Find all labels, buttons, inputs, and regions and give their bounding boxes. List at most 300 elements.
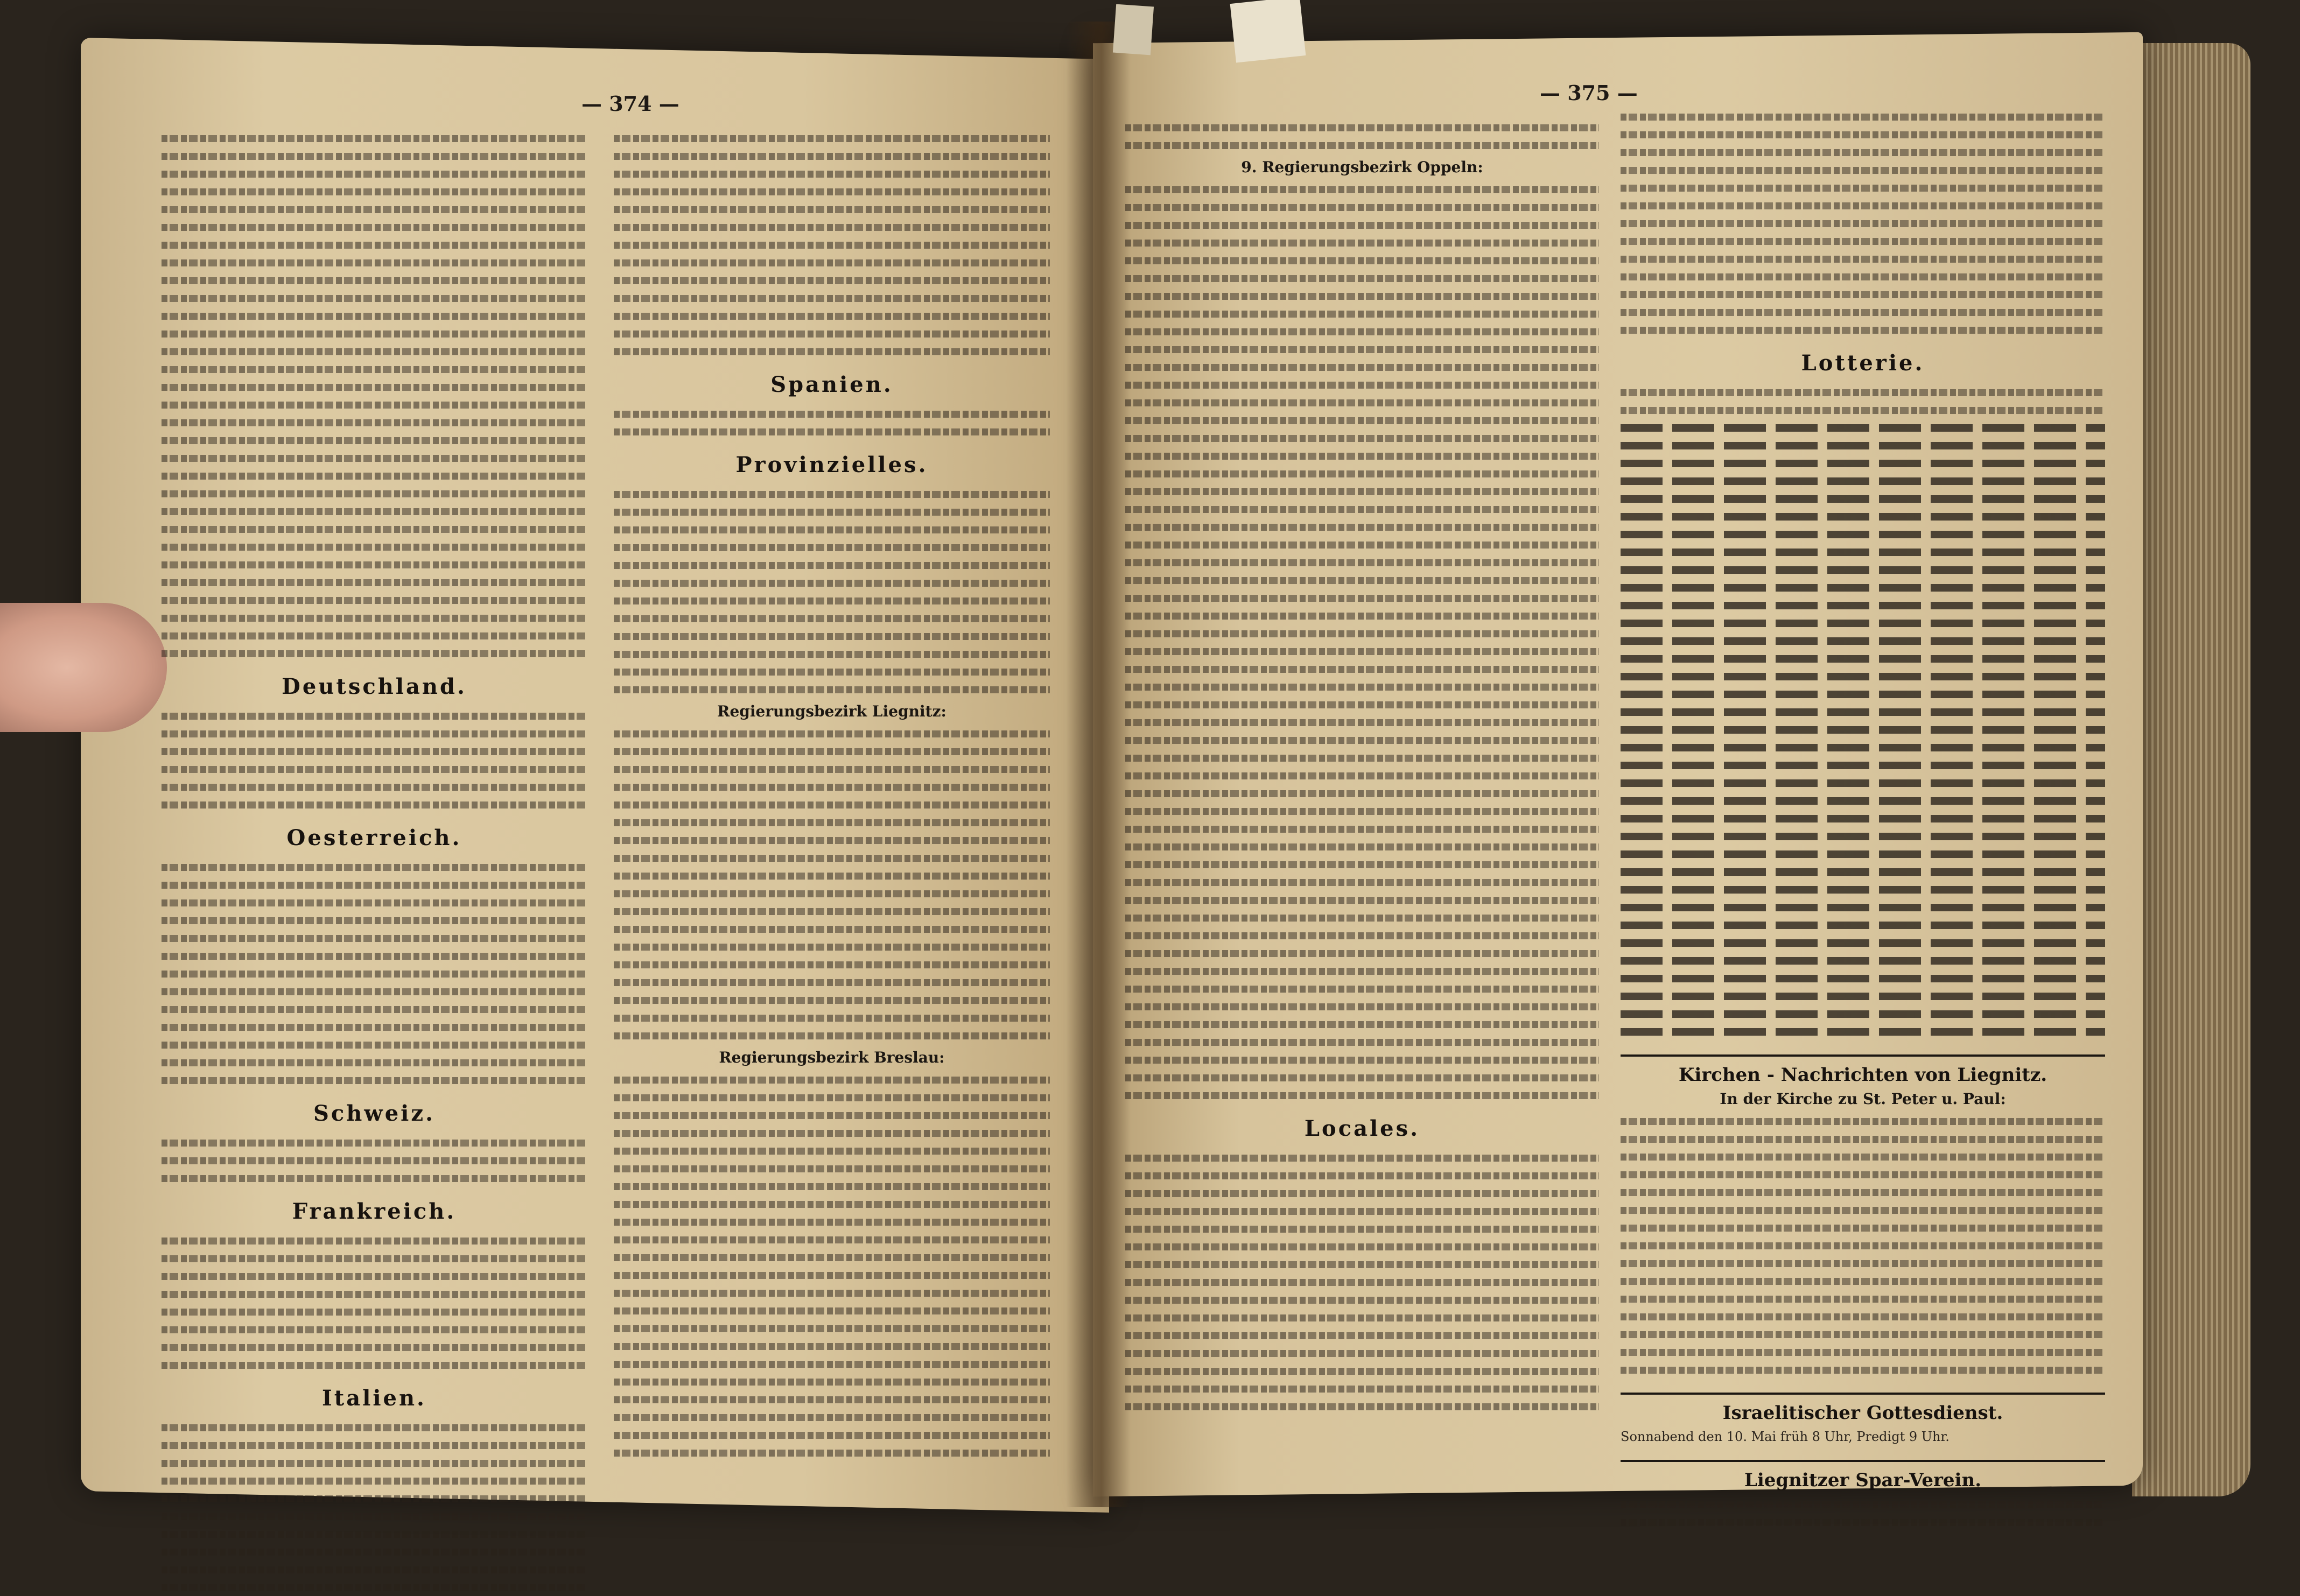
text-line (1125, 1202, 1599, 1220)
text-line (162, 778, 587, 796)
text-line (162, 1507, 587, 1525)
text-line (1125, 1166, 1599, 1184)
text-line (162, 965, 587, 982)
text-line (1621, 1343, 2105, 1361)
text-line (1621, 232, 2105, 250)
lottery-number-row (1621, 969, 2105, 987)
text-line (162, 858, 587, 876)
text-line (1125, 891, 1599, 909)
text-line (1621, 268, 2105, 285)
lottery-number-row (1621, 685, 2105, 703)
text-line (162, 360, 587, 378)
subheading: 9. Regierungsbezirk Oppeln: (1241, 158, 1483, 176)
text-line (1125, 198, 1599, 216)
text-line (614, 796, 1050, 813)
lottery-number-row (1621, 596, 2105, 614)
paper-tag-small (1113, 4, 1154, 55)
text-line (162, 609, 587, 627)
text-line (1125, 322, 1599, 340)
text-line (1125, 713, 1599, 731)
text-line (1125, 429, 1599, 447)
text-line (1125, 1326, 1599, 1344)
text-line (614, 1248, 1050, 1266)
lottery-number-row (1621, 454, 2105, 472)
lottery-number-row (1621, 508, 2105, 525)
text-line (614, 955, 1050, 973)
section-heading: Lotterie. (1801, 350, 1925, 376)
lottery-number-row (1621, 490, 2105, 508)
text-line (1125, 749, 1599, 767)
text-line (162, 271, 587, 289)
text-line (162, 538, 587, 556)
text-line (162, 742, 587, 760)
lottery-number-row (1621, 1023, 2105, 1040)
text-line (1125, 553, 1599, 571)
text-line (614, 645, 1050, 663)
text-line (162, 876, 587, 894)
text-line (1621, 401, 2105, 419)
lottery-number-row (1621, 827, 2105, 845)
lottery-number-row (1621, 721, 2105, 739)
text-line (614, 1266, 1050, 1284)
lottery-number-row (1621, 437, 2105, 454)
lottery-number-row (1621, 881, 2105, 898)
text-line (1125, 287, 1599, 305)
text-line (1125, 1344, 1599, 1362)
text-line (614, 1444, 1050, 1461)
text-line (1621, 1254, 2105, 1272)
church-news-heading: Kirchen - Nachrichten von Liegnitz. (1621, 1054, 2105, 1086)
text-line (162, 325, 587, 342)
page-edges (2132, 43, 2250, 1496)
text-line (614, 1142, 1050, 1159)
lottery-number-row (1621, 579, 2105, 596)
text-line (1621, 1112, 2105, 1130)
text-line (1621, 143, 2105, 161)
israelite-service-line: Sonnabend den 10. Mai früh 8 Uhr, Predigt 9 Uhr. (1621, 1429, 1950, 1444)
text-line (1621, 214, 2105, 232)
text-line (1621, 1236, 2105, 1254)
text-line (614, 574, 1050, 592)
text-line (614, 1337, 1050, 1355)
text-line (614, 325, 1050, 342)
lottery-number-row (1621, 916, 2105, 934)
text-line (1621, 1148, 2105, 1165)
text-line (1621, 303, 2105, 321)
text-line (614, 609, 1050, 627)
text-line (162, 1249, 587, 1267)
text-line (1125, 802, 1599, 820)
section-heading: Provinzielles. (735, 452, 928, 477)
text-line (162, 1543, 587, 1560)
lottery-number-row (1621, 472, 2105, 490)
text-line (614, 902, 1050, 920)
text-line (614, 556, 1050, 574)
text-line (1621, 108, 2105, 125)
text-line (1125, 1238, 1599, 1255)
left-page-number: — 374 — (581, 92, 679, 116)
text-line (162, 947, 587, 965)
text-line (1125, 180, 1599, 198)
text-line (614, 831, 1050, 849)
text-line (1125, 118, 1599, 136)
text-line (1125, 1255, 1599, 1273)
text-line (614, 1373, 1050, 1390)
text-line (162, 1436, 587, 1454)
text-line (1621, 1183, 2105, 1201)
text-line (614, 521, 1050, 538)
lottery-number-row (1621, 419, 2105, 437)
text-line (162, 307, 587, 325)
text-line (614, 663, 1050, 680)
text-line (1125, 536, 1599, 553)
text-line (162, 1578, 587, 1596)
text-line (162, 396, 587, 413)
text-line (614, 1426, 1050, 1444)
text-line (162, 556, 587, 573)
section-heading: Schweiz. (313, 1101, 436, 1126)
text-line (1125, 678, 1599, 695)
right-column-1 (1125, 118, 1599, 1415)
text-line (614, 1302, 1050, 1319)
text-line (1125, 482, 1599, 500)
text-line (162, 1134, 587, 1151)
text-line (614, 884, 1050, 902)
text-line (1125, 1380, 1599, 1397)
text-line (1125, 838, 1599, 855)
text-line (614, 938, 1050, 955)
text-line (1125, 1149, 1599, 1166)
text-line (162, 502, 587, 520)
section-heading: Deutschland. (282, 674, 467, 699)
text-line (1125, 269, 1599, 287)
text-line (1621, 250, 2105, 268)
thumb (0, 603, 167, 732)
text-line (1125, 855, 1599, 873)
text-line (162, 1303, 587, 1320)
text-line (162, 894, 587, 911)
text-line (162, 342, 587, 360)
text-line (162, 378, 587, 396)
lottery-number-row (1621, 525, 2105, 543)
text-line (162, 1454, 587, 1472)
text-line (614, 503, 1050, 521)
text-line (1621, 161, 2105, 179)
text-line (614, 129, 1050, 147)
text-line (1125, 642, 1599, 660)
text-line (162, 147, 587, 165)
text-line (162, 796, 587, 813)
text-line (1621, 125, 2105, 143)
text-line (1125, 376, 1599, 393)
text-line (614, 778, 1050, 796)
lottery-number-row (1621, 543, 2105, 561)
text-line (162, 1525, 587, 1543)
text-line (1621, 1201, 2105, 1219)
text-line (614, 423, 1050, 440)
lottery-number-row (1621, 703, 2105, 721)
text-line (1125, 251, 1599, 269)
text-line (614, 813, 1050, 831)
text-line (162, 707, 587, 725)
text-line (162, 1418, 587, 1436)
text-line (162, 200, 587, 218)
lottery-number-row (1621, 561, 2105, 579)
text-line (162, 484, 587, 502)
text-line (614, 849, 1050, 867)
text-line (614, 1408, 1050, 1426)
text-line (162, 520, 587, 538)
text-line (162, 1472, 587, 1489)
text-line (1621, 1130, 2105, 1148)
text-line (162, 627, 587, 644)
text-line (614, 1319, 1050, 1337)
text-line (1125, 136, 1599, 154)
text-line (614, 920, 1050, 938)
text-line (1621, 383, 2105, 401)
text-line (1125, 873, 1599, 891)
text-line (614, 1213, 1050, 1231)
text-line (614, 342, 1050, 360)
text-line (614, 147, 1050, 165)
lottery-number-row (1621, 898, 2105, 916)
section-heading: Oesterreich. (286, 825, 462, 850)
text-line (1621, 1165, 2105, 1183)
text-line (1621, 1272, 2105, 1290)
savings-club-heading: Liegnitzer Spar-Verein. (1621, 1460, 2105, 1491)
text-line (162, 182, 587, 200)
lottery-number-row (1621, 774, 2105, 792)
text-line (162, 1560, 587, 1578)
section-heading: Italien. (322, 1386, 426, 1411)
book-gutter (1066, 22, 1131, 1507)
subheading: Regierungsbezirk Breslau: (719, 1049, 945, 1066)
church-subheading: In der Kirche zu St. Peter u. Paul: (1720, 1090, 2006, 1108)
text-line (1125, 465, 1599, 482)
text-line (1125, 1397, 1599, 1415)
lottery-number-row (1621, 845, 2105, 863)
text-line (1125, 340, 1599, 358)
text-line (1125, 500, 1599, 518)
subheading: Regierungsbezirk Liegnitz: (717, 702, 946, 720)
text-line (614, 165, 1050, 182)
text-line (162, 1267, 587, 1285)
text-line (614, 742, 1050, 760)
text-line (614, 1159, 1050, 1177)
text-line (1621, 196, 2105, 214)
paper-tag (1230, 0, 1306, 62)
text-line (1125, 1068, 1599, 1086)
section-heading: Frankreich. (292, 1199, 457, 1224)
text-line (614, 236, 1050, 254)
lottery-number-row (1621, 810, 2105, 827)
text-line (1125, 1086, 1599, 1104)
text-line (162, 1489, 587, 1507)
text-line (162, 289, 587, 307)
text-line (1125, 695, 1599, 713)
text-line (614, 307, 1050, 325)
text-line (614, 538, 1050, 556)
text-line (1125, 1184, 1599, 1202)
text-line (162, 591, 587, 609)
text-line (162, 236, 587, 254)
lottery-number-row (1621, 934, 2105, 952)
text-line (614, 271, 1050, 289)
israelite-service-heading: Israelitischer Gottesdienst. (1621, 1393, 2105, 1424)
text-line (614, 760, 1050, 778)
text-line (614, 1231, 1050, 1248)
text-line (162, 413, 587, 431)
text-line (614, 627, 1050, 645)
lottery-number-row (1621, 792, 2105, 810)
lottery-number-row (1621, 739, 2105, 756)
text-line (162, 431, 587, 449)
text-line (614, 680, 1050, 698)
text-line (1125, 1362, 1599, 1380)
lottery-number-row (1621, 614, 2105, 632)
text-line (614, 1390, 1050, 1408)
text-line (1621, 179, 2105, 196)
text-line (162, 1036, 587, 1053)
text-line (1125, 589, 1599, 607)
text-line (162, 165, 587, 182)
text-line (614, 485, 1050, 503)
lottery-number-row (1621, 632, 2105, 650)
text-line (1621, 1513, 2105, 1531)
text-line (614, 991, 1050, 1009)
text-line (1125, 411, 1599, 429)
left-column-1 (162, 129, 587, 1596)
text-line (614, 1106, 1050, 1124)
text-line (1621, 285, 2105, 303)
text-line (1125, 393, 1599, 411)
lottery-number-row (1621, 987, 2105, 1005)
section-heading: Spanien. (770, 372, 893, 397)
text-line (162, 1000, 587, 1018)
text-line (162, 218, 587, 236)
lottery-number-row (1621, 1005, 2105, 1023)
text-line (1125, 234, 1599, 251)
text-line (162, 1285, 587, 1303)
text-line (1125, 1051, 1599, 1068)
text-line (614, 1355, 1050, 1373)
text-line (1125, 944, 1599, 962)
section-heading: Locales. (1304, 1116, 1420, 1141)
text-line (1125, 926, 1599, 944)
text-line (1125, 909, 1599, 926)
text-line (1125, 216, 1599, 234)
text-line (162, 129, 587, 147)
text-line (1125, 767, 1599, 784)
text-line (162, 1071, 587, 1089)
text-line (1125, 607, 1599, 624)
text-line (162, 725, 587, 742)
text-line (162, 573, 587, 591)
lottery-number-row (1621, 756, 2105, 774)
text-line (162, 1356, 587, 1374)
text-line (614, 1195, 1050, 1213)
text-line (1621, 1290, 2105, 1307)
text-line (1621, 1361, 2105, 1379)
text-line (1125, 1015, 1599, 1033)
text-line (1621, 1325, 2105, 1343)
lottery-number-row (1621, 952, 2105, 969)
text-line (162, 1018, 587, 1036)
text-line (162, 760, 587, 778)
lottery-number-row (1621, 667, 2105, 685)
text-line (614, 725, 1050, 742)
text-line (1125, 1273, 1599, 1291)
text-line (162, 982, 587, 1000)
text-line (162, 254, 587, 271)
text-line (162, 467, 587, 484)
text-line (614, 867, 1050, 884)
text-line (1125, 1291, 1599, 1309)
text-line (614, 1284, 1050, 1302)
text-line (1125, 358, 1599, 376)
text-line (614, 1071, 1050, 1088)
text-line (162, 1338, 587, 1356)
right-column-2 (1621, 108, 2105, 1531)
text-line (1621, 1307, 2105, 1325)
text-line (614, 592, 1050, 609)
right-page-number: — 375 — (1540, 81, 1638, 105)
text-line (1125, 447, 1599, 465)
text-line (1125, 1309, 1599, 1326)
text-line (162, 911, 587, 929)
text-line (1621, 321, 2105, 339)
text-line (614, 289, 1050, 307)
text-line (1125, 1220, 1599, 1238)
text-line (1125, 571, 1599, 589)
text-line (1125, 997, 1599, 1015)
text-line (162, 644, 587, 662)
text-line (1125, 962, 1599, 980)
text-line (614, 1088, 1050, 1106)
text-line (614, 1026, 1050, 1044)
text-line (614, 218, 1050, 236)
text-line (162, 1151, 587, 1169)
text-line (614, 1177, 1050, 1195)
text-line (162, 929, 587, 947)
text-line (1125, 624, 1599, 642)
left-column-2 (614, 129, 1050, 1461)
text-line (614, 1124, 1050, 1142)
text-line (162, 1169, 587, 1187)
text-line (614, 973, 1050, 991)
text-line (614, 254, 1050, 271)
lottery-number-row (1621, 863, 2105, 881)
text-line (162, 1053, 587, 1071)
text-line (162, 1232, 587, 1249)
text-line (1125, 660, 1599, 678)
text-line (162, 1320, 587, 1338)
text-line (614, 200, 1050, 218)
text-line (614, 1009, 1050, 1026)
text-line (1125, 305, 1599, 322)
text-line (614, 182, 1050, 200)
text-line (162, 449, 587, 467)
text-line (1621, 1219, 2105, 1236)
text-line (1125, 731, 1599, 749)
text-line (1621, 1495, 2105, 1513)
text-line (1125, 1033, 1599, 1051)
text-line (1125, 784, 1599, 802)
lottery-number-row (1621, 650, 2105, 667)
text-line (1125, 980, 1599, 997)
text-line (1125, 518, 1599, 536)
text-line (1125, 820, 1599, 838)
